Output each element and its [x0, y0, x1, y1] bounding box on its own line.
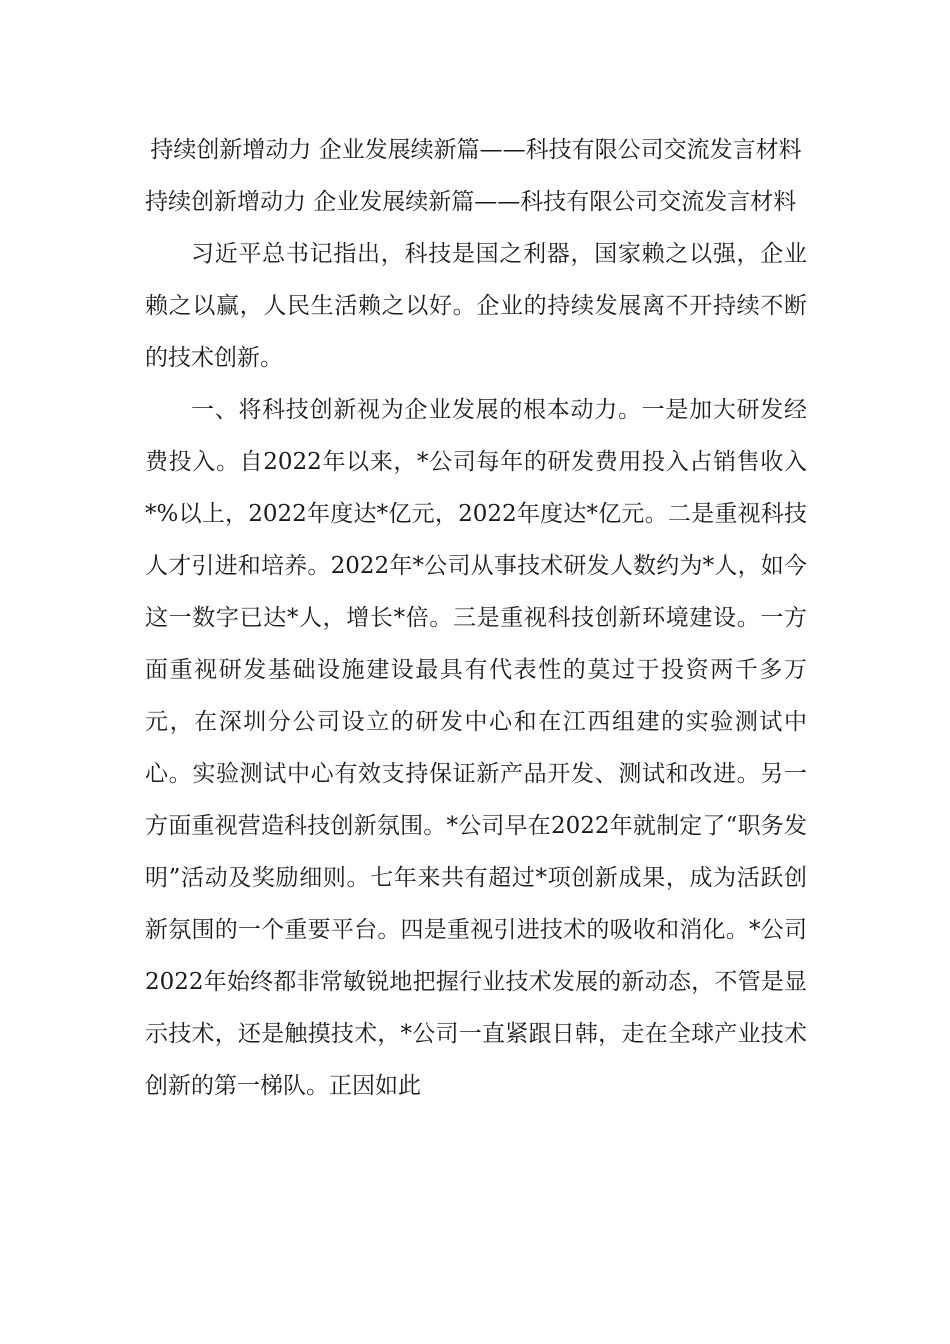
intro-paragraph: 习近平总书记指出，科技是国之利器，国家赖之以强，企业赖之以赢，人民生活赖之以好。企业的持续发展离不开持续不断的技术创新。 — [145, 241, 807, 371]
section-one-paragraph: 一、将科技创新视为企业发展的根本动力。一是加大研发经费投入。自2022年以来，*公司每年的研发费用投入占销售收入*%以上，2022年度达*亿元，2022年度达*亿元。二是重视科技人才引进和培养。2022年*公司从事技术研发人数约为*人，如今这一数字已达*人，增长*倍。三是重视科技创新环境建设。一方面重视研发基础设施建设最具有代表性的莫过于投资两千多万元，在深圳分公司设立的研发中心和在江西组建的实验测试中心。实验测试中心有效支持保证新产品开发、测试和改进。另一方面重视营造科技创新氛围。*公司早在2022年就制定了“职务发明”活动及奖励细则。七年来共有超过*项创新成果，成为活跃创新氛围的一个重要平台。四是重视引进技术的吸收和消化。*公司2022年始终都非常敏锐地把握行业技术发展的新动态，不管是显示技术，还是触摸技术，*公司一直紧跟日韩，走在全球产业技术创新的第一梯队。正因如此 — [145, 397, 807, 1099]
document-title: 持续创新增动力 企业发展续新篇——科技有限公司交流发言材料 — [150, 137, 802, 163]
document-body — [145, 126, 807, 1112]
document-subtitle: 持续创新增动力 企业发展续新篇——科技有限公司交流发言材料 — [145, 189, 797, 215]
